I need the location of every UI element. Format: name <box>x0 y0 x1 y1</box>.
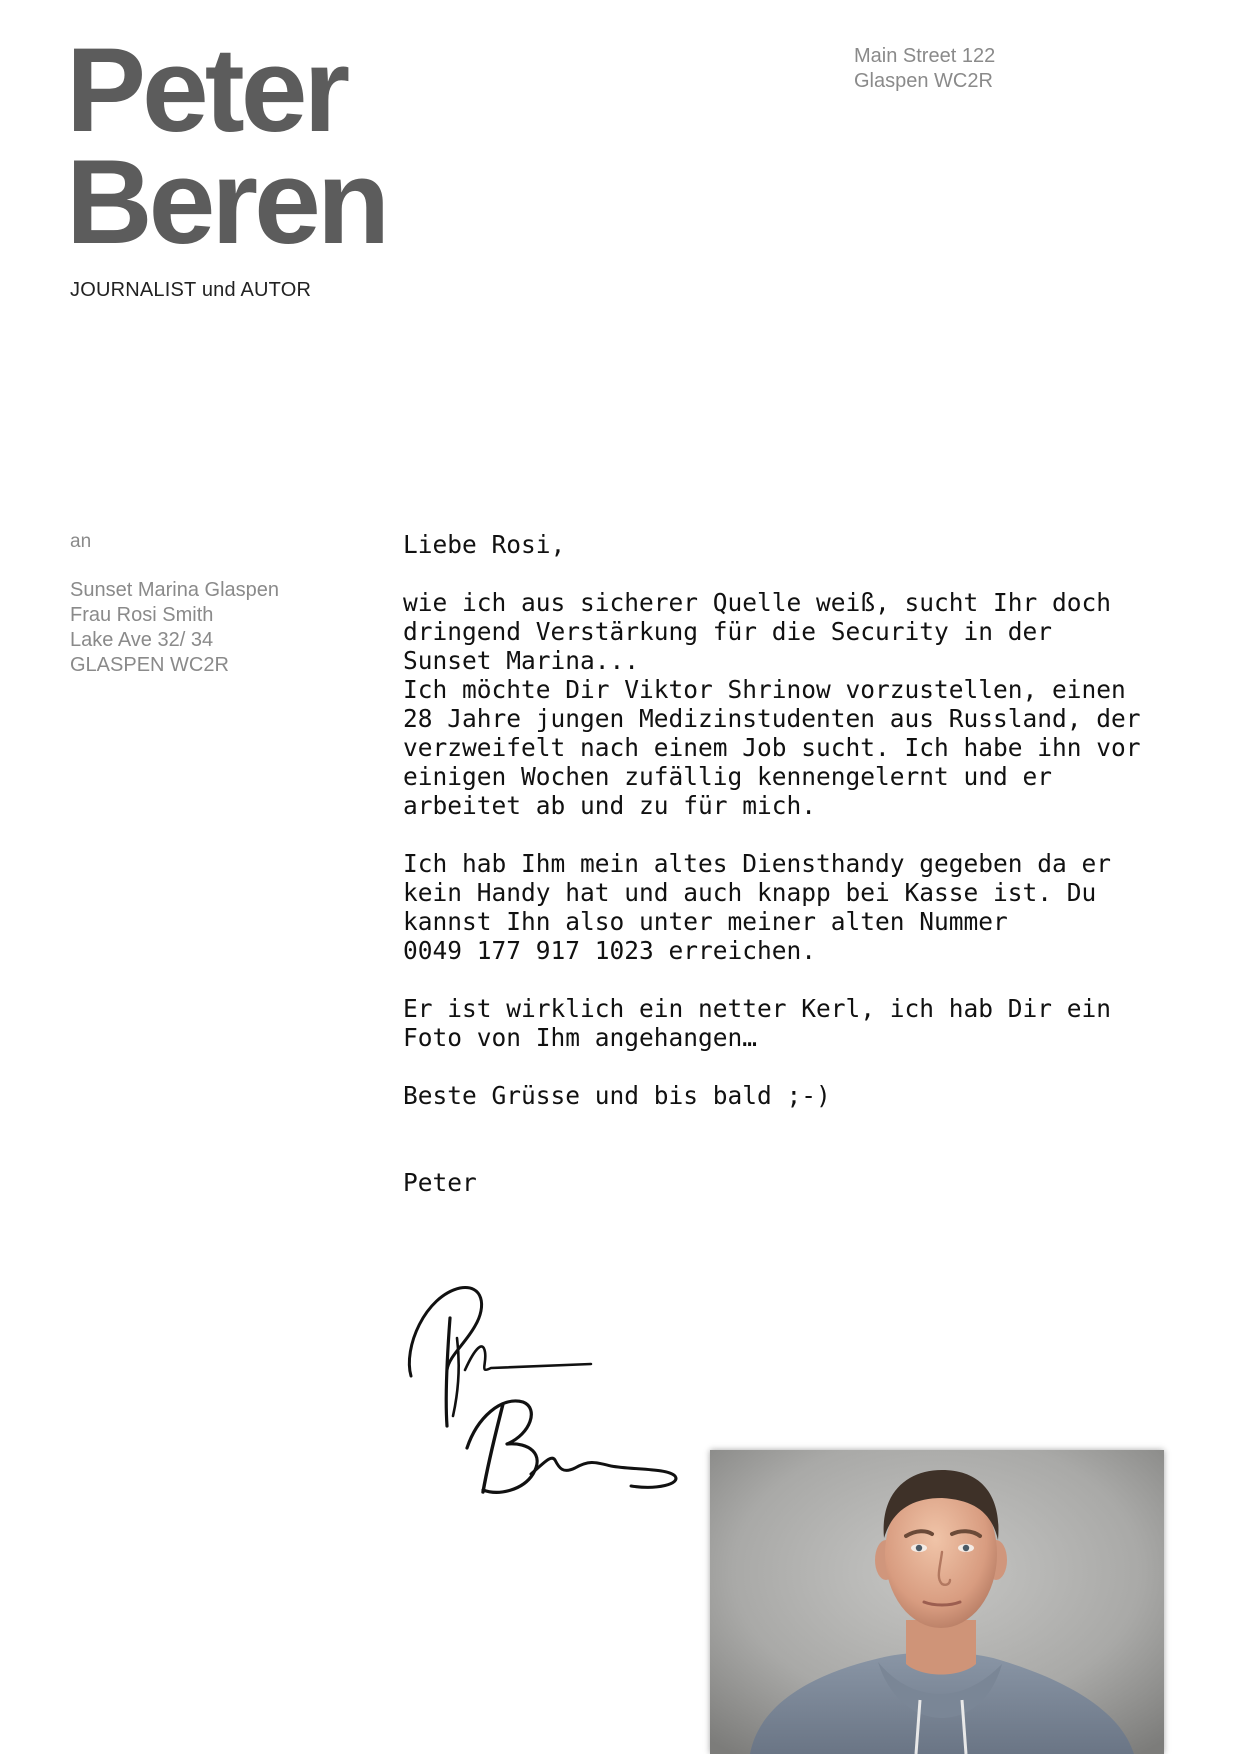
letter-line: einigen Wochen zufällig kennengelernt und er <box>403 762 1053 791</box>
letter-line: dringend Verstärkung für die Security in der <box>403 617 1053 646</box>
letter-paragraph-3 <box>403 994 1193 1052</box>
letter-paragraph-1 <box>403 588 1193 820</box>
sender-address-line: Glaspen WC2R <box>854 70 993 92</box>
recipient-line: Frau Rosi Smith <box>70 604 214 626</box>
letter-line: verzweifelt nach einem Job sucht. Ich habe ihn vor <box>403 733 1141 762</box>
letter-line: wie ich aus sicherer Quelle weiß, sucht Ihr doch <box>403 588 1112 617</box>
sender-last-name: Beren <box>66 135 387 269</box>
letter-sign-off: Peter <box>403 1168 477 1197</box>
letter-line: kannst Ihn also unter meiner alten Nummer <box>403 907 1008 936</box>
letter-line: 0049 177 917 1023 erreichen. <box>403 936 817 965</box>
recipient-line: Sunset Marina Glaspen <box>70 579 280 601</box>
signature-icon <box>405 1278 695 1508</box>
letter-closing: Beste Grüsse und bis bald ;-) <box>403 1081 831 1110</box>
letter-line: arbeitet ab und zu für mich. <box>403 791 817 820</box>
sender-profession: JOURNALIST und AUTOR <box>70 279 312 301</box>
sender-address-line: Main Street 122 <box>854 45 996 67</box>
sender-name <box>66 23 387 269</box>
letter-line: Ich hab Ihm mein altes Diensthandy gegeben da er <box>403 849 1112 878</box>
letter-line: 28 Jahre jungen Medizinstudenten aus Russland, der <box>403 704 1141 733</box>
letter-line: Ich möchte Dir Viktor Shrinow vorzustellen, einen <box>403 675 1126 704</box>
recipient-prefix: an <box>70 531 92 552</box>
recipient-line: Lake Ave 32/ 34 <box>70 629 214 651</box>
letter-paragraph-2 <box>403 849 1193 965</box>
letter-greeting: Liebe Rosi, <box>403 530 566 559</box>
sender-address <box>854 44 995 94</box>
recipient-line: GLASPEN WC2R <box>70 654 229 676</box>
letter-line: Er ist wirklich ein netter Kerl, ich hab Dir ein <box>403 994 1112 1023</box>
letter-body <box>403 530 1193 1197</box>
letter-line: kein Handy hat und auch knapp bei Kasse ist. Du <box>403 878 1097 907</box>
portrait-photo-icon <box>710 1450 1164 1754</box>
recipient-address <box>70 578 279 678</box>
letter-line: Foto von Ihm angehangen… <box>403 1023 758 1052</box>
letter-line: Sunset Marina... <box>403 646 640 675</box>
sender-first-name: Peter <box>66 23 347 157</box>
